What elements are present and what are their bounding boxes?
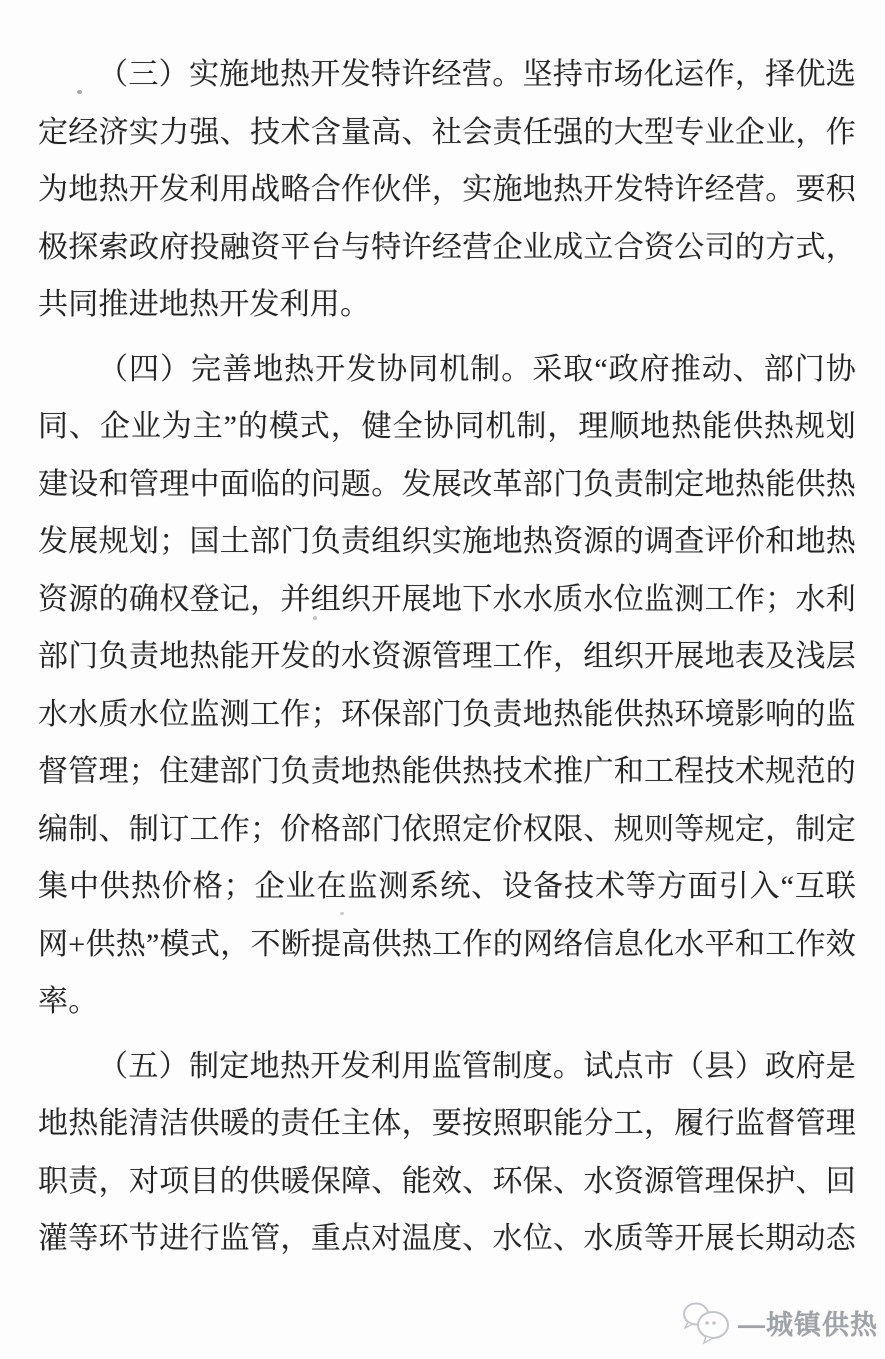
text-line: 督管理；住建部门负责地热能供热技术推广和工程技术规范的: [38, 755, 856, 788]
text-line: 网+供热”模式，不断提高供热工作的网络信息化水平和工作效: [38, 927, 856, 961]
text-line: 率。: [38, 985, 99, 1018]
text-line: 地热能清洁供暖的责任主体，要按照职能分工，履行监督管理: [38, 1107, 856, 1140]
text-line: 水水质水位监测工作；环保部门负责地热能供热环境影响的监: [38, 697, 856, 731]
watermark-text: —城镇供热: [738, 1309, 878, 1340]
scan-speck: [77, 90, 82, 94]
text-line: 极探索政府投融资平台与特许经营企业成立合资公司的方式，: [38, 230, 856, 264]
text-line: 资源的确权登记，并组织开展地下水水质水位监测工作；水利: [38, 582, 856, 616]
text-line: 部门负责地热能开发的水资源管理工作，组织开展地表及浅层: [38, 640, 856, 673]
text-line: （三）实施地热开发特许经营。坚持市场化运作，择优选: [98, 58, 856, 91]
text-line: （四）完善地热开发协同机制。采取“政府推动、部门协: [98, 352, 856, 386]
text-line: 建设和管理中面临的问题。发展改革部门负责制定地热能供热: [38, 467, 856, 501]
paragraph-item-4: [38, 341, 856, 1031]
document-text-block: [38, 46, 856, 1275]
chat-bubbles-icon: [680, 1297, 736, 1347]
paragraph-item-5: [38, 1038, 856, 1268]
text-line: 共同推进地热开发利用。: [38, 288, 371, 321]
text-line: 定经济实力强、技术含量高、社会责任强的大型专业企业，作: [38, 115, 856, 149]
text-line: 集中供热价格；企业在监测系统、设备技术等方面引入“互联: [38, 870, 856, 903]
text-line: 发展规划；国土部门负责组织实施地热资源的调查评价和地热: [38, 525, 856, 558]
text-line: 同、企业为主”的模式，健全协同机制，理顺地热能供热规划: [38, 410, 856, 443]
scan-speck: [340, 912, 344, 915]
text-line: 为地热开发利用战略合作伙伴，实施地热开发特许经营。要积: [38, 173, 856, 206]
text-line: 灌等环节进行监管，重点对温度、水位、水质等开展长期动态: [38, 1222, 856, 1255]
text-line: 职责，对项目的供暖保障、能效、环保、水资源管理保护、回: [38, 1164, 856, 1198]
watermark: [680, 1297, 878, 1347]
paragraph-item-3: [38, 46, 856, 334]
text-line: （五）制定地热开发利用监管制度。试点市（县）政府是: [98, 1049, 856, 1083]
scan-speck: [313, 616, 317, 620]
text-line: 编制、制订工作；价格部门依照定价权限、规则等规定，制定: [38, 812, 856, 846]
